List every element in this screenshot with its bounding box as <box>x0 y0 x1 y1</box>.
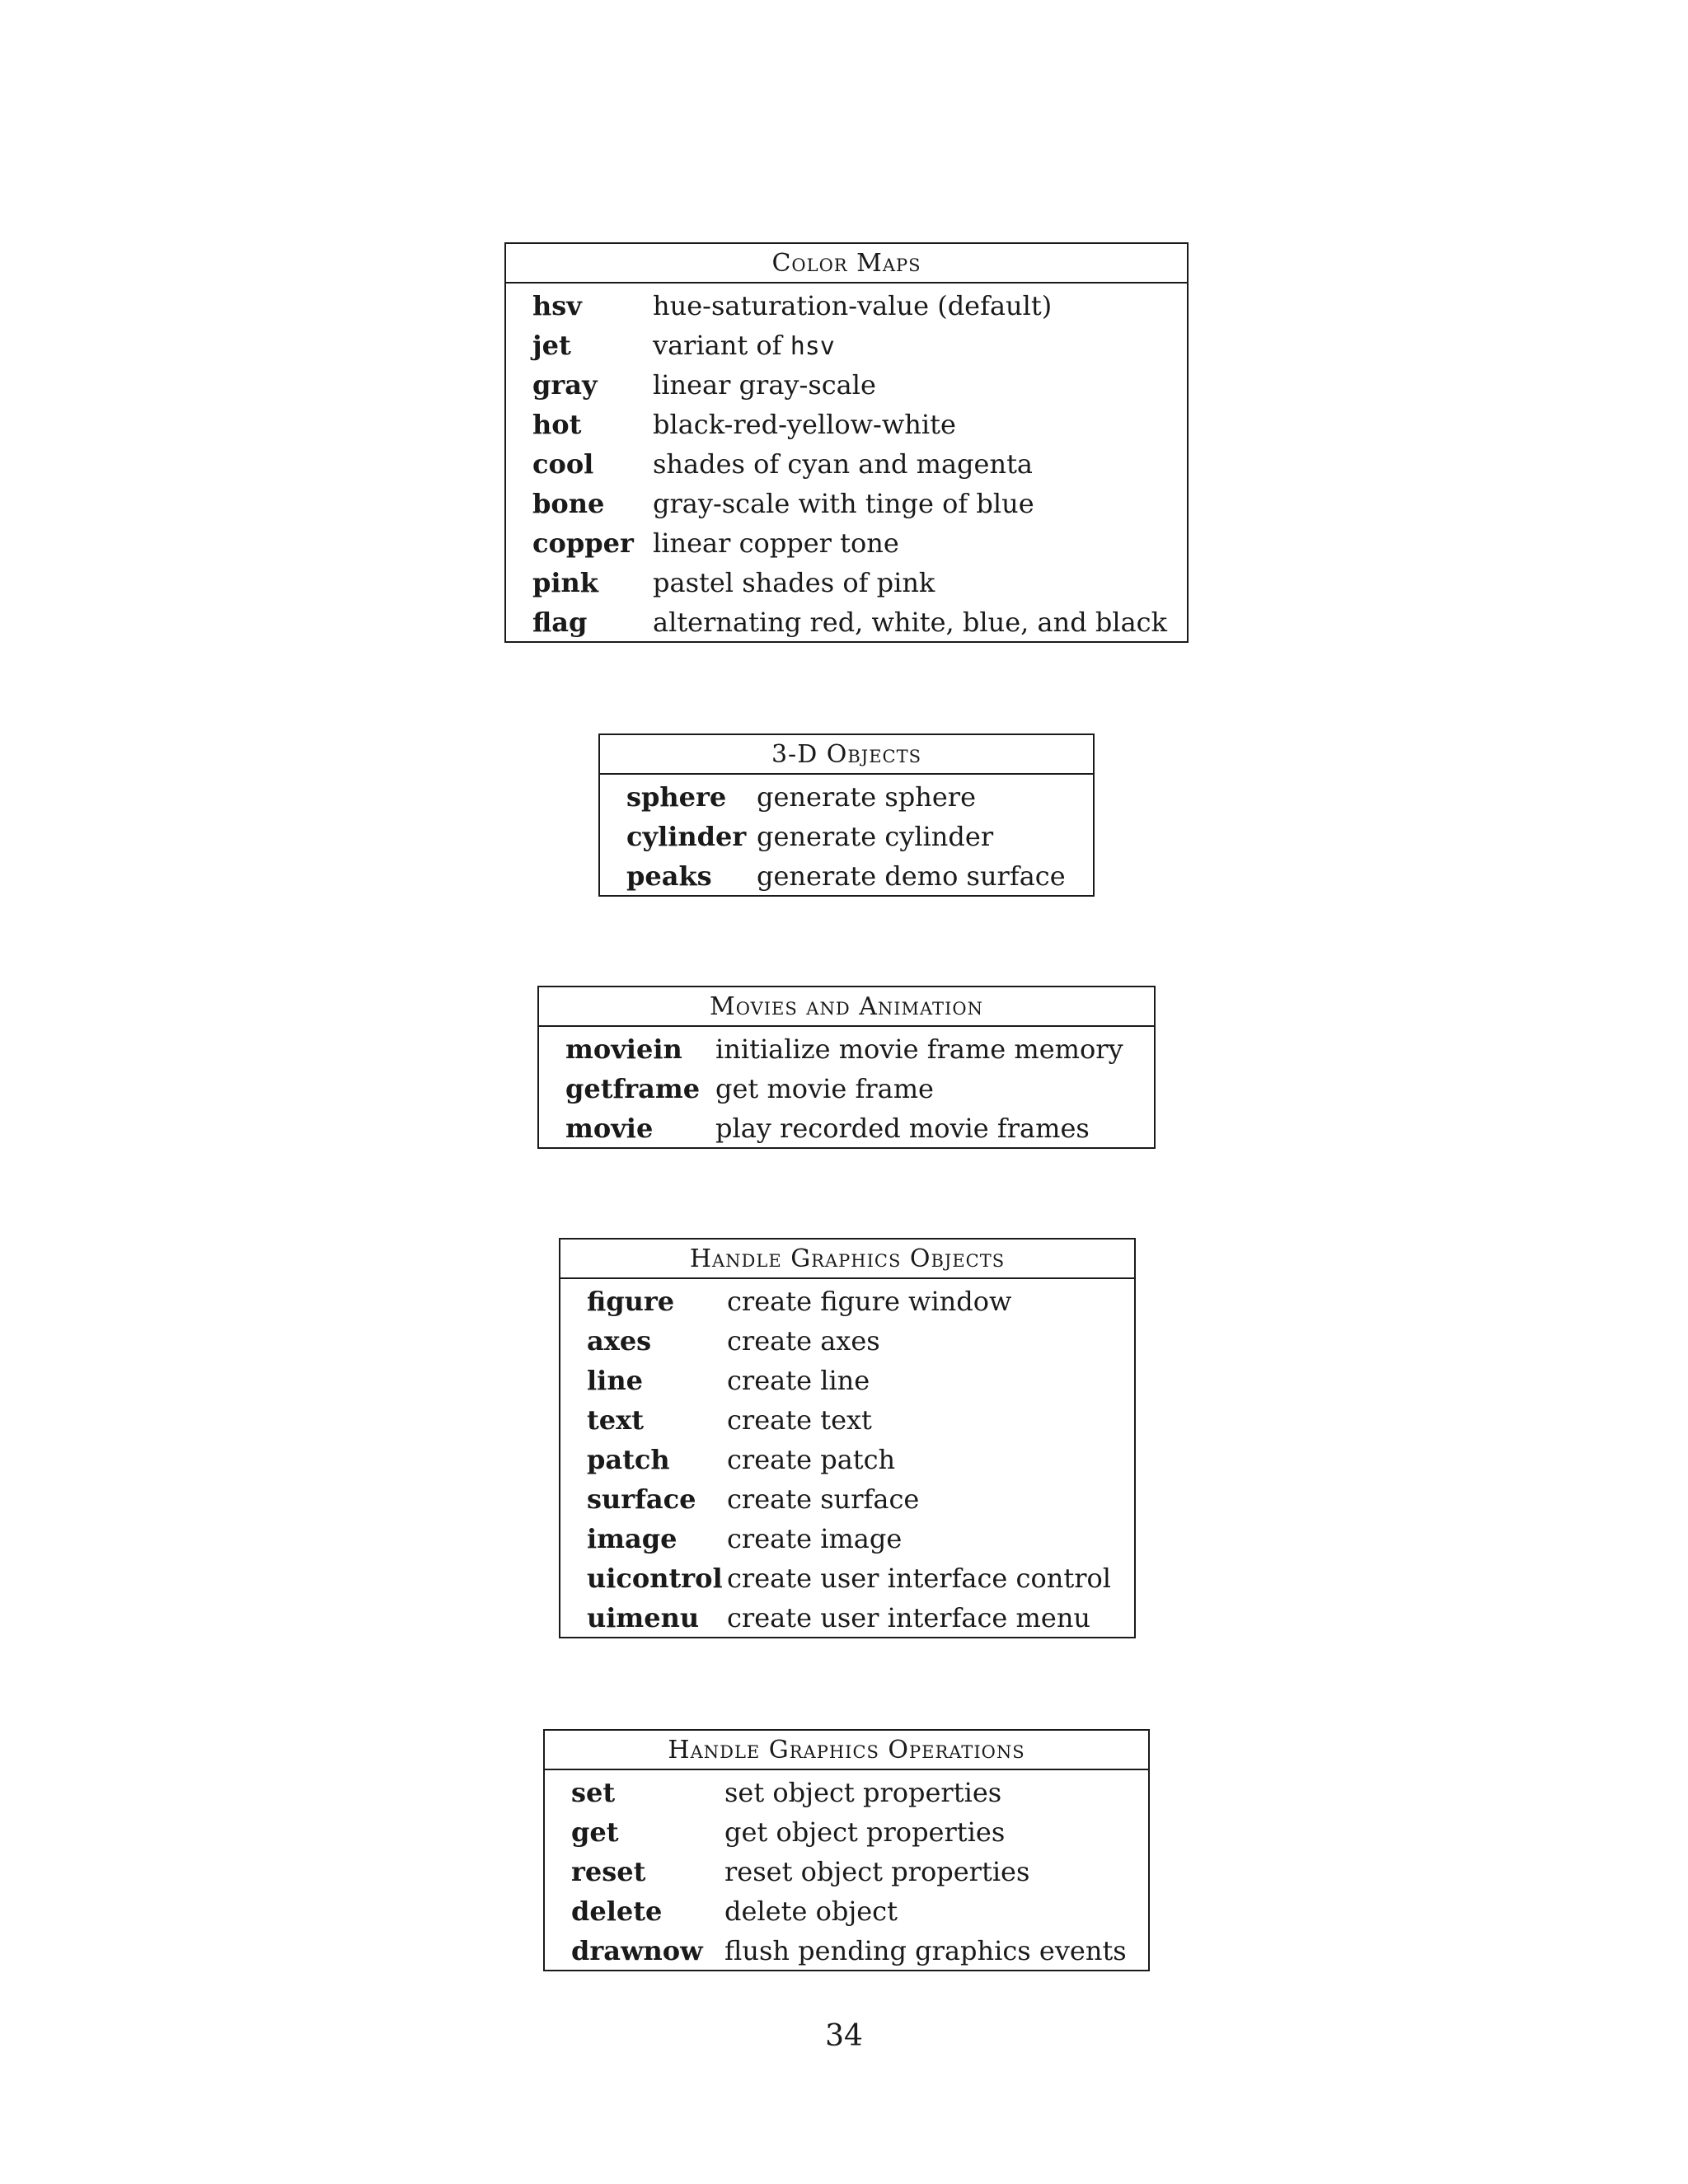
table-body <box>545 1770 1148 1971</box>
command-description: flush pending graphics events <box>724 1935 1127 1966</box>
table-row <box>506 564 1187 603</box>
table-row <box>506 405 1187 445</box>
command-description: create surface <box>727 1483 920 1515</box>
table-body <box>539 1027 1154 1149</box>
command-description: initialize movie frame memory <box>715 1033 1123 1065</box>
table-row <box>600 778 1093 818</box>
command-name: gray <box>532 369 598 401</box>
table-row <box>506 524 1187 564</box>
command-name: getframe <box>565 1073 701 1104</box>
command-description: create patch <box>727 1444 896 1475</box>
table-title: Handle Graphics Operations <box>545 1731 1148 1770</box>
command-name: cylinder <box>626 821 747 852</box>
table-row <box>506 485 1187 524</box>
command-description: variant of <box>653 330 790 361</box>
table-title: 3-D Objects <box>600 735 1093 775</box>
3d-objects-table <box>598 733 1095 897</box>
command-description: gray-scale with tinge of blue <box>653 488 1034 519</box>
command-name: reset <box>571 1856 646 1887</box>
table-row <box>560 1559 1134 1599</box>
command-name: text <box>587 1404 644 1436</box>
table-title: Color Maps <box>506 244 1187 284</box>
command-name: copper <box>532 527 634 559</box>
table-row <box>560 1401 1134 1441</box>
table-row <box>506 366 1187 405</box>
command-description: delete object <box>724 1896 898 1927</box>
table-body <box>560 1279 1134 1638</box>
command-name: hot <box>532 409 582 440</box>
table-row <box>506 287 1187 326</box>
command-name: axes <box>587 1325 652 1357</box>
command-description: generate cylinder <box>757 821 994 852</box>
table-row <box>600 818 1093 857</box>
command-name: sphere <box>626 781 727 813</box>
table-row <box>560 1480 1134 1520</box>
command-name: patch <box>587 1444 670 1475</box>
table-row <box>560 1282 1134 1322</box>
movies-animation-table <box>537 986 1156 1149</box>
page-number: 34 <box>825 2019 863 2053</box>
table-row <box>545 1892 1148 1932</box>
command-name: flag <box>532 607 588 638</box>
table-row <box>539 1070 1154 1109</box>
command-description: alternating red, white, blue, and black <box>653 607 1167 638</box>
command-description: create user interface control <box>727 1563 1111 1594</box>
command-description: play recorded movie frames <box>715 1113 1090 1144</box>
table-row <box>560 1361 1134 1401</box>
table-title: Handle Graphics Objects <box>560 1240 1134 1279</box>
table-row <box>560 1322 1134 1361</box>
command-description: linear gray-scale <box>653 369 876 401</box>
command-description: create axes <box>727 1325 880 1357</box>
command-description: create figure window <box>727 1286 1012 1317</box>
command-name: pink <box>532 567 598 598</box>
table-row <box>545 1774 1148 1813</box>
command-name: movie <box>565 1113 654 1144</box>
command-description: pastel shades of pink <box>653 567 935 598</box>
command-name: image <box>587 1523 678 1554</box>
table-row <box>560 1520 1134 1559</box>
command-description: get movie frame <box>715 1073 934 1104</box>
table-row <box>545 1932 1148 1971</box>
command-name: cool <box>532 448 594 480</box>
command-description: create line <box>727 1365 870 1396</box>
table-row <box>539 1109 1154 1149</box>
command-name: set <box>571 1777 616 1808</box>
table-row <box>506 326 1187 366</box>
command-name: line <box>587 1365 643 1396</box>
command-name: figure <box>587 1286 675 1317</box>
command-description: black-red-yellow-white <box>653 409 956 440</box>
command-description: create text <box>727 1404 872 1436</box>
command-name: uimenu <box>587 1602 700 1633</box>
table-row <box>560 1599 1134 1638</box>
table-body <box>600 775 1093 897</box>
handle-graphics-objects-table <box>559 1238 1136 1638</box>
color-maps-table <box>504 242 1189 643</box>
command-description: get object properties <box>724 1816 1006 1848</box>
command-name: delete <box>571 1896 663 1927</box>
command-name: jet <box>532 330 571 361</box>
command-description-wrap <box>653 326 1187 366</box>
command-description: create user interface menu <box>727 1602 1091 1633</box>
command-description: create image <box>727 1523 903 1554</box>
command-description: shades of cyan and magenta <box>653 448 1033 480</box>
command-description: hue-saturation-value (default) <box>653 290 1053 321</box>
handle-graphics-operations-table <box>543 1729 1150 1971</box>
table-row <box>600 857 1093 897</box>
table-row <box>545 1853 1148 1892</box>
table-row <box>560 1441 1134 1480</box>
table-body <box>506 284 1187 643</box>
table-row <box>506 603 1187 643</box>
command-description: generate demo surface <box>757 860 1066 892</box>
table-row <box>539 1030 1154 1070</box>
command-name: uicontrol <box>587 1563 723 1594</box>
table-title: Movies and Animation <box>539 987 1154 1027</box>
table-row <box>506 445 1187 485</box>
command-name: moviein <box>565 1033 682 1065</box>
command-name: peaks <box>626 860 712 892</box>
command-name: get <box>571 1816 619 1848</box>
command-description: set object properties <box>724 1777 1002 1808</box>
command-description: linear copper tone <box>653 527 899 559</box>
command-name: drawnow <box>571 1935 703 1966</box>
command-name: surface <box>587 1483 696 1515</box>
command-name: bone <box>532 488 605 519</box>
command-description: generate sphere <box>757 781 976 813</box>
inline-code: hsv <box>790 332 835 361</box>
command-description: reset object properties <box>724 1856 1030 1887</box>
table-row <box>545 1813 1148 1853</box>
command-name: hsv <box>532 290 582 321</box>
